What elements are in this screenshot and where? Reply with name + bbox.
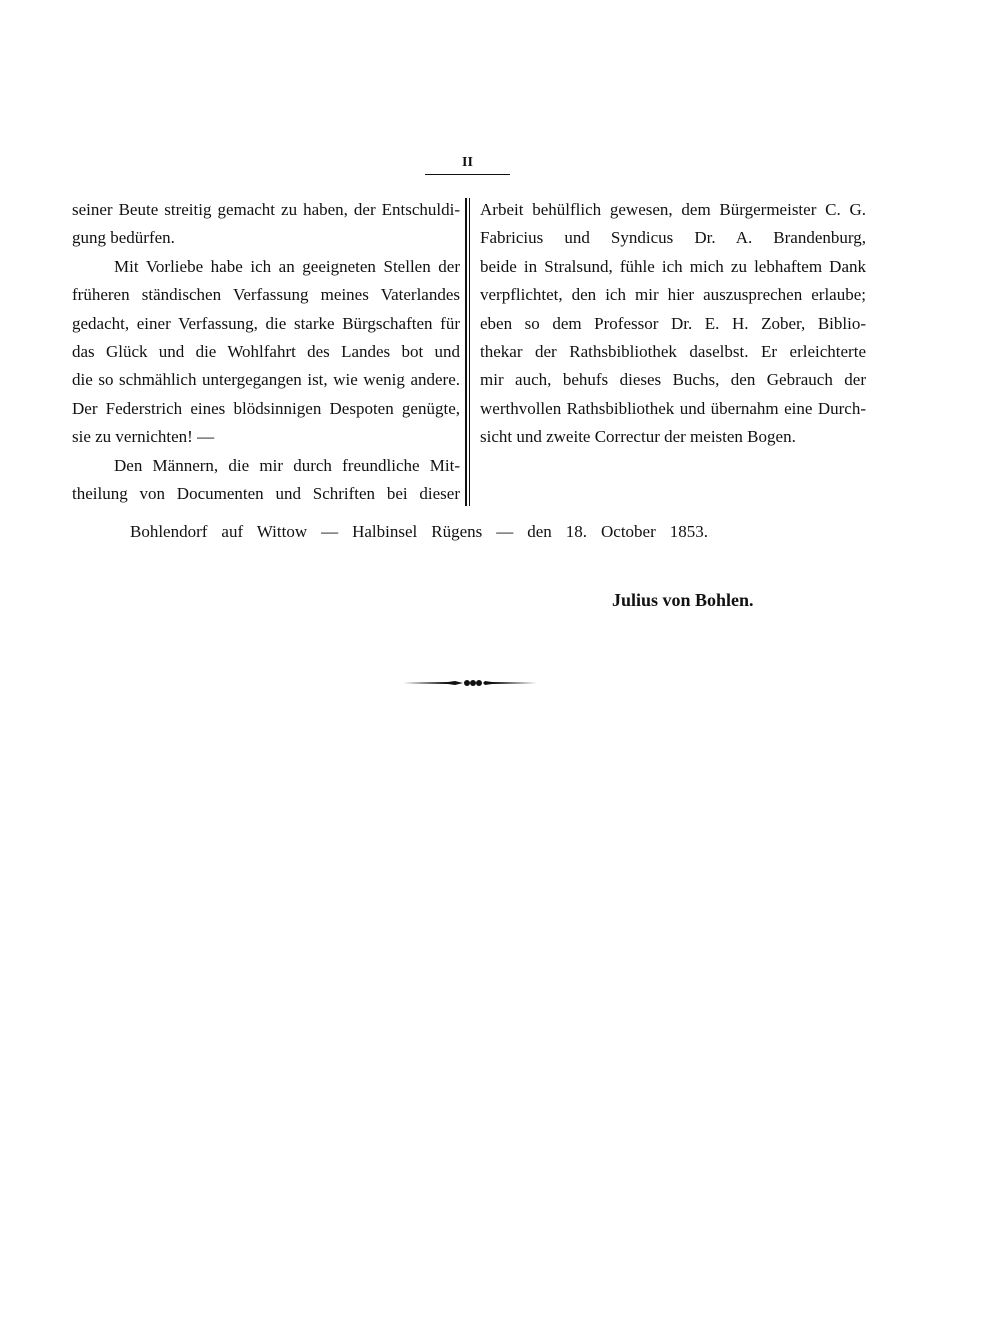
text-line: gung bedürfen. [72, 228, 175, 248]
text-line: eben so dem Professor Dr. E. H. Zober, Biblio- [480, 313, 866, 333]
text-line: werthvollen Rathsbibliothek und übernahm eine Durch- [480, 398, 866, 418]
text-line: die so schmählich untergegangen ist, wie wenig andere. [72, 370, 460, 390]
text-line: sicht und zweite Correctur der meisten Bogen. [480, 427, 796, 447]
ornament-divider [403, 678, 537, 688]
signature: Julius von Bohlen. [612, 590, 754, 610]
text-line: verpflichtet, den ich mir hier auszusprechen erlaube; [480, 285, 866, 305]
text-line: Der Federstrich eines blödsinnigen Despoten genügte, [72, 398, 460, 418]
text-line: thekar der Rathsbibliothek daselbst. Er erleichterte [480, 341, 866, 361]
text-line: sie zu vernichten! — [72, 427, 215, 447]
text-line: Mit Vorliebe habe ich an geeigneten Stellen der [114, 256, 460, 276]
text-line: beide in Stralsund, fühle ich mich zu lebhaftem Dank [480, 256, 866, 276]
text-line: gedacht, einer Verfassung, die starke Bürgschaften für [72, 313, 460, 333]
left-column [72, 196, 460, 508]
page-number: II [425, 155, 510, 175]
text-line: theilung von Documenten und Schriften bei dieser [72, 483, 460, 503]
text-line: das Glück und die Wohlfahrt des Landes bot und [72, 341, 460, 361]
text-line: Arbeit behülflich gewesen, dem Bürgermeister C. G. [480, 200, 866, 219]
place-date-line: Bohlendorf auf Wittow — Halbinsel Rügens — den 18. October 1853. [130, 522, 708, 541]
text-line: früheren ständischen Verfassung meines Vaterlandes [72, 285, 460, 305]
text-line: Fabricius und Syndicus Dr. A. Brandenburg, [480, 228, 866, 248]
text-line: seiner Beute streitig gemacht zu haben, der Entschuldi- [72, 200, 460, 219]
text-line: Den Männern, die mir durch freundliche Mit- [114, 455, 460, 475]
text-line: mir auch, behufs dieses Buchs, den Gebrauch der [480, 370, 866, 390]
column-divider [465, 198, 470, 506]
right-column [480, 196, 866, 452]
